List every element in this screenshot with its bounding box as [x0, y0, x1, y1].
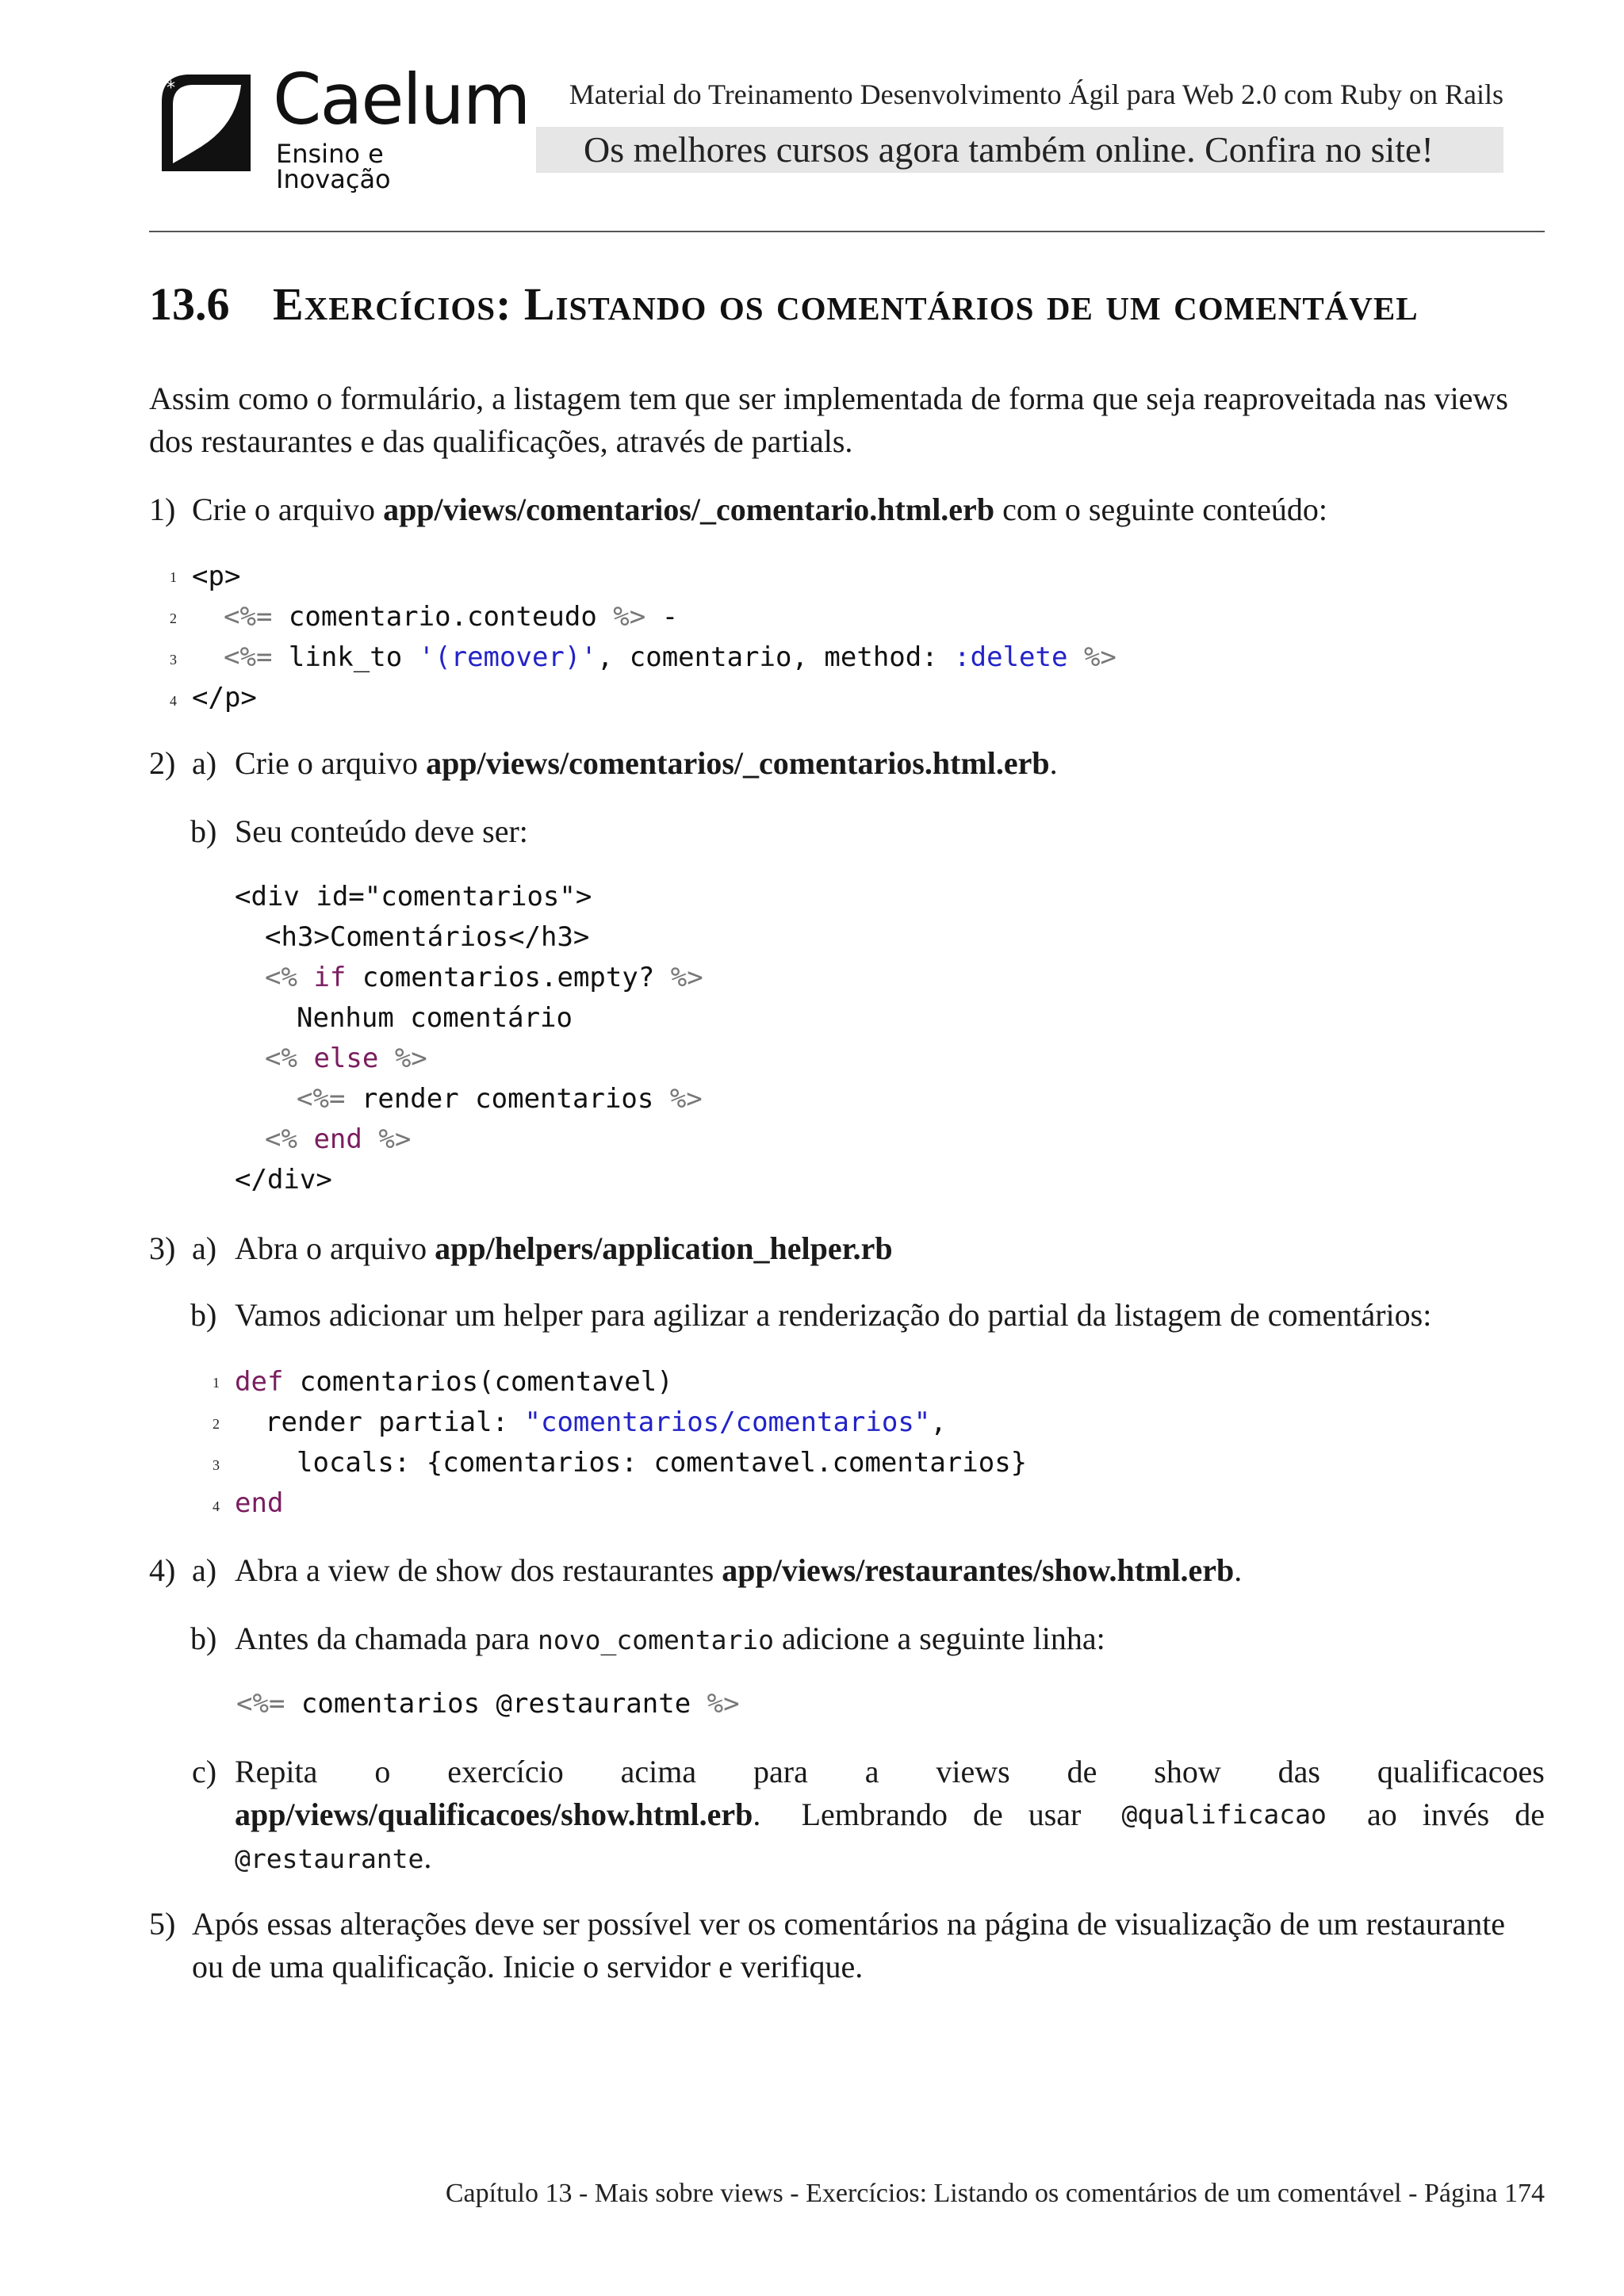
step-2a-pre: Crie o arquivo — [235, 745, 427, 781]
code-keyword: if — [313, 962, 347, 993]
line-number: 3 — [213, 1457, 220, 1473]
code-keyword: else — [313, 1043, 379, 1074]
step-2-number: 2) — [149, 745, 176, 781]
code-text: <div id="comentarios"> — [235, 881, 592, 913]
code-string: '(remover)' — [418, 641, 597, 673]
step-4c-dot-2: . — [423, 1839, 432, 1875]
code-string: "comentarios/comentarios" — [524, 1406, 931, 1438]
word: a — [864, 1754, 879, 1789]
line-number: 2 — [170, 610, 177, 626]
step-4a-text — [235, 1549, 1242, 1592]
code-text: </p> — [192, 682, 257, 714]
step-4-number: 4) — [149, 1552, 176, 1588]
code-text: comentarios(comentavel) — [283, 1366, 673, 1398]
step-4b-post: adicione a seguinte linha: — [774, 1621, 1105, 1656]
code-text: comentarios.empty? — [346, 962, 671, 993]
code-line — [297, 1443, 1027, 1483]
step-4a-post: . — [1234, 1552, 1243, 1588]
step-2a-post: . — [1049, 745, 1058, 781]
erb-tag: <%= — [236, 1688, 285, 1720]
code-keyword: def — [235, 1366, 284, 1398]
line-number: 4 — [170, 693, 177, 709]
code-text: comentario.conteudo — [272, 601, 614, 633]
erb-tag: <% — [265, 962, 297, 993]
logo-name: Caelum — [273, 59, 530, 140]
step-2a-label: a) — [192, 745, 217, 781]
step-3-number: 3) — [149, 1230, 176, 1266]
header-divider — [149, 231, 1545, 232]
code-block-4 — [236, 1684, 740, 1724]
line-number: 2 — [213, 1416, 220, 1432]
step-4c-end: ao invés de — [1367, 1797, 1545, 1832]
erb-tag: %> — [670, 962, 703, 993]
word: o — [374, 1754, 391, 1789]
code-text: render partial: — [265, 1406, 525, 1438]
step-4b-code: novo_comentario — [538, 1624, 775, 1655]
step-4c-line-2 — [235, 1793, 1545, 1836]
step-1-path: app/views/comentarios/_comentario.html.erb — [383, 492, 995, 527]
code-text: </div> — [235, 1164, 332, 1196]
code-line — [224, 597, 678, 637]
code-text: <p> — [192, 561, 241, 592]
code-line — [297, 1079, 703, 1119]
step-3a-label: a) — [192, 1230, 217, 1266]
erb-tag: %> — [378, 1123, 412, 1155]
code-text: , — [930, 1406, 947, 1438]
word: views — [936, 1754, 1010, 1789]
code-line — [192, 678, 257, 718]
line-number: 3 — [170, 652, 177, 668]
step-4c-mid: Lembrando de usar — [801, 1797, 1082, 1832]
step-1-pre: Crie o arquivo — [192, 492, 384, 527]
step-4c-code2: @restaurante — [235, 1843, 424, 1874]
word: de — [1067, 1754, 1097, 1789]
step-1-post: com o seguinte conteúdo: — [994, 492, 1327, 527]
code-text: comentarios @restaurante — [285, 1688, 707, 1720]
code-text: , comentario, method: — [596, 641, 955, 673]
logo-mark-icon — [155, 70, 257, 173]
step-3b-text: Vamos adicionar um helper para agilizar a renderização do partial da listagem de comentários: — [235, 1297, 1432, 1333]
svg-text:*: * — [167, 78, 175, 98]
step-3b-label: b) — [190, 1297, 217, 1333]
step-2a-path: app/views/comentarios/_comentarios.html.erb — [426, 745, 1050, 781]
code-symbol: :delete — [954, 641, 1068, 673]
line-number: 1 — [170, 569, 177, 585]
step-4c-line-3 — [235, 1836, 431, 1881]
step-1-text — [192, 488, 1327, 531]
code-text: link_to — [272, 641, 419, 673]
step-3a-text — [235, 1227, 893, 1270]
code-text: render comentarios — [345, 1083, 670, 1115]
step-3a-pre: Abra o arquivo — [235, 1230, 435, 1266]
step-4c-line-1 — [235, 1751, 1545, 1793]
code-text: Nenhum comentário — [297, 1002, 573, 1034]
word: exercício — [447, 1754, 564, 1789]
erb-tag: %> — [613, 601, 646, 633]
code-line — [192, 557, 240, 597]
code-line — [235, 1160, 332, 1200]
erb-tag: %> — [669, 1083, 703, 1115]
step-3a-path: app/helpers/application_helper.rb — [435, 1230, 893, 1266]
code-line — [297, 998, 573, 1039]
step-1-number: 1) — [149, 492, 176, 527]
code-text: - — [645, 601, 679, 633]
step-4a-pre: Abra a view de show dos restaurantes — [235, 1552, 722, 1588]
step-4a-label: a) — [192, 1552, 217, 1588]
step-4c-path-wrap — [235, 1793, 760, 1836]
step-4b-text — [235, 1617, 1105, 1662]
step-2a-text — [235, 742, 1058, 785]
line-number: 4 — [213, 1498, 220, 1514]
word: qualificacoes — [1377, 1754, 1545, 1789]
erb-tag: <%= — [297, 1083, 346, 1115]
code-text: <h3>Comentários</h3> — [265, 921, 590, 953]
erb-tag: %> — [394, 1043, 427, 1074]
header-banner-text: Os melhores cursos agora também online. Confira no site! — [584, 129, 1434, 170]
intro-line-1: Assim como o formulário, a listagem tem que ser implementada de forma que seja reaproveitada nas views — [149, 381, 1508, 416]
intro-line-2: dos restaurantes e das qualificações, através de partials. — [149, 423, 853, 459]
page-footer: Capítulo 13 - Mais sobre views - Exercícios: Listando os comentários de um comentável - Página 174 — [445, 2179, 1545, 2208]
step-4c-label: c) — [192, 1754, 217, 1789]
step-4b-pre: Antes da chamada para — [235, 1621, 538, 1656]
code-line — [265, 1119, 411, 1160]
word: show — [1154, 1754, 1221, 1789]
step-4c-code1: @qualificacao — [1121, 1799, 1327, 1830]
word: das — [1277, 1754, 1320, 1789]
code-line — [235, 1483, 283, 1524]
code-line — [224, 637, 1116, 678]
erb-tag: <%= — [224, 601, 273, 633]
erb-tag: %> — [707, 1688, 740, 1720]
erb-tag: <% — [265, 1123, 297, 1155]
code-line — [265, 917, 589, 958]
step-4a-path: app/views/restaurantes/show.html.erb — [722, 1552, 1235, 1588]
step-4b-label: b) — [190, 1621, 217, 1656]
section-number: 13.6 — [149, 278, 230, 330]
code-keyword: end — [313, 1123, 362, 1155]
code-text: locals: {comentarios: comentavel.comentarios} — [297, 1447, 1028, 1479]
erb-tag: <% — [265, 1043, 297, 1074]
code-line — [265, 958, 703, 998]
code-keyword: end — [235, 1487, 284, 1519]
header-banner — [536, 127, 1503, 173]
step-4c-path: app/views/qualificacoes/show.html.erb — [235, 1797, 753, 1832]
step-2b-text: Seu conteúdo deve ser: — [235, 813, 528, 849]
code-line — [265, 1039, 427, 1079]
word: para — [753, 1754, 808, 1789]
word: Repita — [235, 1754, 318, 1789]
code-line — [265, 1402, 947, 1443]
erb-tag: <%= — [224, 641, 273, 673]
step-4c-dot: . — [753, 1797, 761, 1832]
word: acima — [620, 1754, 697, 1789]
logo-tagline: Ensino e Inovação — [276, 139, 391, 194]
step-5-line-1: Após essas alterações deve ser possível ver os comentários na página de visualização de um restaurante — [192, 1906, 1506, 1942]
step-5-number: 5) — [149, 1906, 176, 1942]
code-line — [235, 877, 592, 917]
section-title: Exercícios: Listando os comentários de um comentável — [273, 278, 1419, 330]
caelum-logo — [155, 59, 530, 194]
erb-tag: %> — [1083, 641, 1116, 673]
header-title: Material do Treinamento Desenvolvimento Ágil para Web 2.0 com Ruby on Rails — [569, 78, 1503, 110]
code-line — [235, 1362, 673, 1402]
step-5-line-2: ou de uma qualificação. Inicie o servidor e verifique. — [192, 1949, 864, 1984]
step-2b-label: b) — [190, 813, 217, 849]
line-number: 1 — [213, 1375, 220, 1391]
